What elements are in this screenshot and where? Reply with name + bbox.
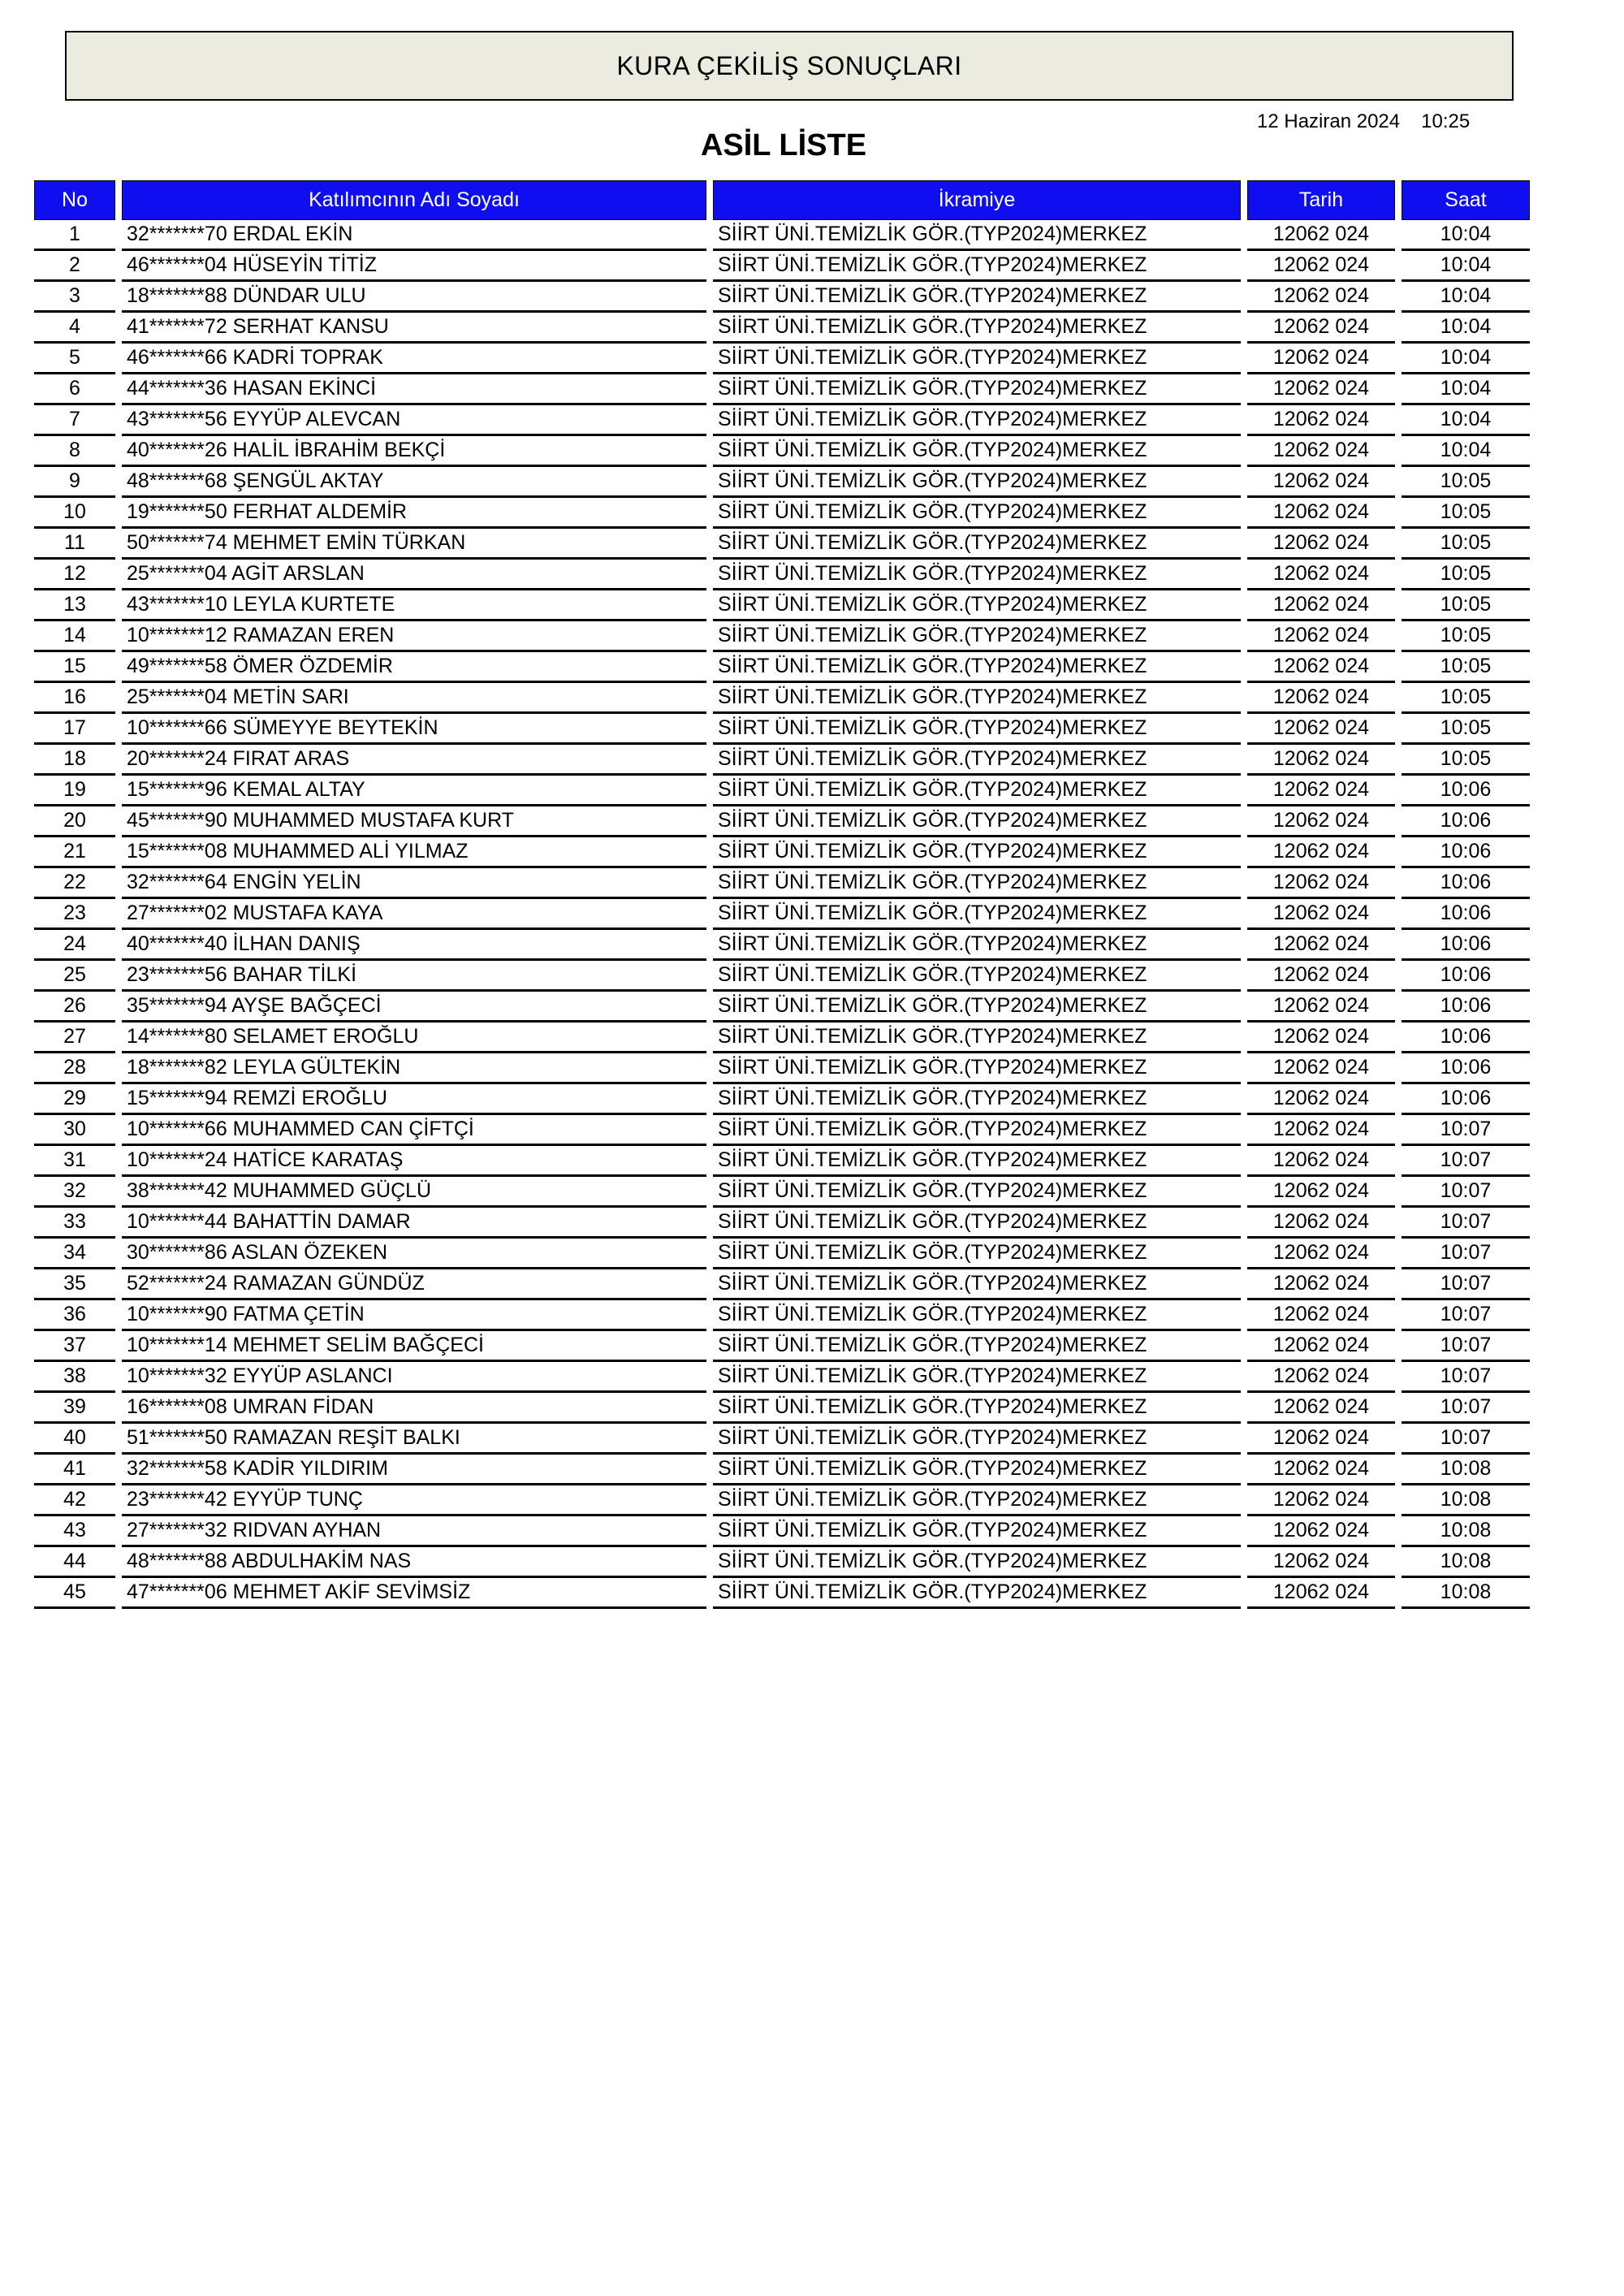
cell-no: 18: [34, 745, 115, 776]
column-header-time: Saat: [1402, 180, 1530, 220]
cell-date: 12062 024: [1247, 1208, 1395, 1239]
table-row: [34, 899, 1530, 930]
cell-no: 24: [34, 930, 115, 961]
cell-participant-name: 45*******90 MUHAMMED MUSTAFA KURT: [122, 806, 706, 837]
cell-time: 10:07: [1402, 1424, 1530, 1455]
cell-time: 10:07: [1402, 1269, 1530, 1300]
cell-prize: SİİRT ÜNİ.TEMİZLİK GÖR.(TYP2024)MERKEZ: [713, 1393, 1241, 1424]
cell-no: 35: [34, 1269, 115, 1300]
table-row: [34, 1393, 1530, 1424]
cell-no: 45: [34, 1578, 115, 1609]
cell-participant-name: 40*******40 İLHAN DANIŞ: [122, 930, 706, 961]
cell-time: 10:07: [1402, 1362, 1530, 1393]
cell-prize: SİİRT ÜNİ.TEMİZLİK GÖR.(TYP2024)MERKEZ: [713, 961, 1241, 992]
cell-no: 7: [34, 405, 115, 436]
cell-date: 12062 024: [1247, 1115, 1395, 1146]
cell-no: 37: [34, 1331, 115, 1362]
cell-time: 10:04: [1402, 220, 1530, 251]
cell-participant-name: 38*******42 MUHAMMED GÜÇLÜ: [122, 1177, 706, 1208]
table-row: [34, 930, 1530, 961]
cell-time: 10:04: [1402, 251, 1530, 282]
cell-date: 12062 024: [1247, 590, 1395, 621]
cell-prize: SİİRT ÜNİ.TEMİZLİK GÖR.(TYP2024)MERKEZ: [713, 776, 1241, 806]
cell-date: 12062 024: [1247, 1424, 1395, 1455]
table-row: [34, 1177, 1530, 1208]
cell-no: 43: [34, 1516, 115, 1547]
cell-prize: SİİRT ÜNİ.TEMİZLİK GÖR.(TYP2024)MERKEZ: [713, 806, 1241, 837]
cell-participant-name: 15*******08 MUHAMMED ALİ YILMAZ: [122, 837, 706, 868]
cell-date: 12062 024: [1247, 1393, 1395, 1424]
cell-time: 10:07: [1402, 1239, 1530, 1269]
column-header-date: Tarih: [1247, 180, 1395, 220]
table-row: [34, 714, 1530, 745]
cell-no: 20: [34, 806, 115, 837]
cell-participant-name: 32*******70 ERDAL EKİN: [122, 220, 706, 251]
cell-prize: SİİRT ÜNİ.TEMİZLİK GÖR.(TYP2024)MERKEZ: [713, 1300, 1241, 1331]
cell-prize: SİİRT ÜNİ.TEMİZLİK GÖR.(TYP2024)MERKEZ: [713, 683, 1241, 714]
cell-time: 10:07: [1402, 1177, 1530, 1208]
cell-date: 12062 024: [1247, 621, 1395, 652]
cell-time: 10:07: [1402, 1331, 1530, 1362]
table-row: [34, 1516, 1530, 1547]
table-row: [34, 1269, 1530, 1300]
cell-participant-name: 14*******80 SELAMET EROĞLU: [122, 1023, 706, 1053]
cell-date: 12062 024: [1247, 1516, 1395, 1547]
cell-participant-name: 30*******86 ASLAN ÖZEKEN: [122, 1239, 706, 1269]
cell-date: 12062 024: [1247, 961, 1395, 992]
column-header-prize: İkramiye: [713, 180, 1241, 220]
cell-prize: SİİRT ÜNİ.TEMİZLİK GÖR.(TYP2024)MERKEZ: [713, 1455, 1241, 1485]
cell-prize: SİİRT ÜNİ.TEMİZLİK GÖR.(TYP2024)MERKEZ: [713, 1084, 1241, 1115]
cell-participant-name: 49*******58 ÖMER ÖZDEMİR: [122, 652, 706, 683]
cell-participant-name: 50*******74 MEHMET EMİN TÜRKAN: [122, 529, 706, 560]
table-header-row: [34, 180, 1530, 220]
list-subtitle: ASİL LİSTE: [700, 128, 867, 162]
cell-date: 12062 024: [1247, 1300, 1395, 1331]
cell-prize: SİİRT ÜNİ.TEMİZLİK GÖR.(TYP2024)MERKEZ: [713, 374, 1241, 405]
cell-no: 19: [34, 776, 115, 806]
cell-participant-name: 52*******24 RAMAZAN GÜNDÜZ: [122, 1269, 706, 1300]
cell-date: 12062 024: [1247, 868, 1395, 899]
cell-date: 12062 024: [1247, 344, 1395, 374]
table-row: [34, 1023, 1530, 1053]
table-row: [34, 220, 1530, 251]
cell-prize: SİİRT ÜNİ.TEMİZLİK GÖR.(TYP2024)MERKEZ: [713, 1269, 1241, 1300]
cell-no: 40: [34, 1424, 115, 1455]
cell-prize: SİİRT ÜNİ.TEMİZLİK GÖR.(TYP2024)MERKEZ: [713, 1485, 1241, 1516]
table-row: [34, 868, 1530, 899]
cell-participant-name: 41*******72 SERHAT KANSU: [122, 313, 706, 344]
table-row: [34, 590, 1530, 621]
cell-date: 12062 024: [1247, 745, 1395, 776]
cell-participant-name: 43*******56 EYYÜP ALEVCAN: [122, 405, 706, 436]
cell-no: 36: [34, 1300, 115, 1331]
cell-participant-name: 10*******24 HATİCE KARATAŞ: [122, 1146, 706, 1177]
table-row: [34, 251, 1530, 282]
cell-prize: SİİRT ÜNİ.TEMİZLİK GÖR.(TYP2024)MERKEZ: [713, 1362, 1241, 1393]
cell-no: 33: [34, 1208, 115, 1239]
cell-date: 12062 024: [1247, 652, 1395, 683]
cell-no: 39: [34, 1393, 115, 1424]
table-row: [34, 961, 1530, 992]
table-row: [34, 1115, 1530, 1146]
cell-time: 10:07: [1402, 1146, 1530, 1177]
cell-no: 22: [34, 868, 115, 899]
cell-participant-name: 15*******96 KEMAL ALTAY: [122, 776, 706, 806]
cell-no: 29: [34, 1084, 115, 1115]
cell-participant-name: 10*******66 MUHAMMED CAN ÇİFTÇİ: [122, 1115, 706, 1146]
cell-no: 15: [34, 652, 115, 683]
cell-no: 31: [34, 1146, 115, 1177]
cell-date: 12062 024: [1247, 498, 1395, 529]
cell-prize: SİİRT ÜNİ.TEMİZLİK GÖR.(TYP2024)MERKEZ: [713, 1115, 1241, 1146]
cell-date: 12062 024: [1247, 529, 1395, 560]
cell-participant-name: 35*******94 AYŞE BAĞÇECİ: [122, 992, 706, 1023]
cell-time: 10:04: [1402, 436, 1530, 467]
cell-no: 44: [34, 1547, 115, 1578]
cell-no: 3: [34, 282, 115, 313]
cell-participant-name: 32*******64 ENGİN YELİN: [122, 868, 706, 899]
cell-participant-name: 18*******88 DÜNDAR ULU: [122, 282, 706, 313]
cell-time: 10:05: [1402, 467, 1530, 498]
cell-no: 10: [34, 498, 115, 529]
cell-prize: SİİRT ÜNİ.TEMİZLİK GÖR.(TYP2024)MERKEZ: [713, 1578, 1241, 1609]
cell-date: 12062 024: [1247, 899, 1395, 930]
table-row: [34, 683, 1530, 714]
table-row: [34, 1485, 1530, 1516]
print-time: 10:25: [1421, 110, 1471, 132]
cell-prize: SİİRT ÜNİ.TEMİZLİK GÖR.(TYP2024)MERKEZ: [713, 1177, 1241, 1208]
cell-date: 12062 024: [1247, 1269, 1395, 1300]
table-row: [34, 436, 1530, 467]
cell-prize: SİİRT ÜNİ.TEMİZLİK GÖR.(TYP2024)MERKEZ: [713, 498, 1241, 529]
cell-time: 10:06: [1402, 1023, 1530, 1053]
cell-time: 10:05: [1402, 683, 1530, 714]
cell-participant-name: 23*******56 BAHAR TİLKİ: [122, 961, 706, 992]
cell-prize: SİİRT ÜNİ.TEMİZLİK GÖR.(TYP2024)MERKEZ: [713, 652, 1241, 683]
table-row: [34, 621, 1530, 652]
cell-time: 10:07: [1402, 1115, 1530, 1146]
cell-time: 10:05: [1402, 714, 1530, 745]
table-row: [34, 374, 1530, 405]
cell-time: 10:05: [1402, 560, 1530, 590]
cell-participant-name: 10*******44 BAHATTİN DAMAR: [122, 1208, 706, 1239]
cell-date: 12062 024: [1247, 1084, 1395, 1115]
cell-participant-name: 27*******32 RIDVAN AYHAN: [122, 1516, 706, 1547]
table-row: [34, 313, 1530, 344]
cell-date: 12062 024: [1247, 1239, 1395, 1269]
table-row: [34, 1084, 1530, 1115]
cell-participant-name: 51*******50 RAMAZAN REŞİT BALKI: [122, 1424, 706, 1455]
cell-participant-name: 25*******04 METİN SARI: [122, 683, 706, 714]
cell-prize: SİİRT ÜNİ.TEMİZLİK GÖR.(TYP2024)MERKEZ: [713, 837, 1241, 868]
cell-no: 17: [34, 714, 115, 745]
cell-date: 12062 024: [1247, 806, 1395, 837]
cell-no: 32: [34, 1177, 115, 1208]
cell-time: 10:04: [1402, 405, 1530, 436]
cell-participant-name: 16*******08 UMRAN FİDAN: [122, 1393, 706, 1424]
cell-no: 14: [34, 621, 115, 652]
cell-no: 21: [34, 837, 115, 868]
table-row: [34, 837, 1530, 868]
cell-no: 38: [34, 1362, 115, 1393]
cell-time: 10:05: [1402, 498, 1530, 529]
table-row: [34, 776, 1530, 806]
cell-participant-name: 10*******66 SÜMEYYE BEYTEKİN: [122, 714, 706, 745]
cell-time: 10:07: [1402, 1208, 1530, 1239]
results-table: [28, 180, 1536, 1609]
cell-time: 10:05: [1402, 745, 1530, 776]
cell-date: 12062 024: [1247, 1362, 1395, 1393]
cell-participant-name: 18*******82 LEYLA GÜLTEKİN: [122, 1053, 706, 1084]
cell-participant-name: 47*******06 MEHMET AKİF SEVİMSİZ: [122, 1578, 706, 1609]
cell-time: 10:08: [1402, 1547, 1530, 1578]
cell-date: 12062 024: [1247, 1146, 1395, 1177]
cell-time: 10:08: [1402, 1578, 1530, 1609]
cell-participant-name: 27*******02 MUSTAFA KAYA: [122, 899, 706, 930]
document-title: KURA ÇEKİLİŞ SONUÇLARI: [65, 31, 1514, 101]
cell-time: 10:06: [1402, 1053, 1530, 1084]
cell-date: 12062 024: [1247, 1578, 1395, 1609]
table-row: [34, 1455, 1530, 1485]
cell-no: 13: [34, 590, 115, 621]
cell-prize: SİİRT ÜNİ.TEMİZLİK GÖR.(TYP2024)MERKEZ: [713, 1208, 1241, 1239]
cell-no: 6: [34, 374, 115, 405]
cell-date: 12062 024: [1247, 683, 1395, 714]
table-row: [34, 1331, 1530, 1362]
cell-participant-name: 19*******50 FERHAT ALDEMİR: [122, 498, 706, 529]
cell-date: 12062 024: [1247, 1023, 1395, 1053]
cell-date: 12062 024: [1247, 1547, 1395, 1578]
cell-no: 8: [34, 436, 115, 467]
cell-date: 12062 024: [1247, 837, 1395, 868]
cell-no: 30: [34, 1115, 115, 1146]
cell-participant-name: 46*******66 KADRİ TOPRAK: [122, 344, 706, 374]
table-row: [34, 1146, 1530, 1177]
table-row: [34, 405, 1530, 436]
cell-participant-name: 43*******10 LEYLA KURTETE: [122, 590, 706, 621]
cell-date: 12062 024: [1247, 374, 1395, 405]
cell-prize: SİİRT ÜNİ.TEMİZLİK GÖR.(TYP2024)MERKEZ: [713, 1023, 1241, 1053]
cell-no: 27: [34, 1023, 115, 1053]
cell-no: 26: [34, 992, 115, 1023]
cell-date: 12062 024: [1247, 313, 1395, 344]
cell-time: 10:08: [1402, 1455, 1530, 1485]
cell-no: 12: [34, 560, 115, 590]
cell-date: 12062 024: [1247, 1177, 1395, 1208]
table-row: [34, 745, 1530, 776]
cell-date: 12062 024: [1247, 436, 1395, 467]
cell-prize: SİİRT ÜNİ.TEMİZLİK GÖR.(TYP2024)MERKEZ: [713, 1424, 1241, 1455]
table-row: [34, 344, 1530, 374]
cell-participant-name: 48*******68 ŞENGÜL AKTAY: [122, 467, 706, 498]
table-row: [34, 1239, 1530, 1269]
table-row: [34, 1053, 1530, 1084]
cell-participant-name: 10*******90 FATMA ÇETİN: [122, 1300, 706, 1331]
cell-prize: SİİRT ÜNİ.TEMİZLİK GÖR.(TYP2024)MERKEZ: [713, 405, 1241, 436]
cell-time: 10:07: [1402, 1300, 1530, 1331]
cell-participant-name: 48*******88 ABDULHAKİM NAS: [122, 1547, 706, 1578]
cell-date: 12062 024: [1247, 282, 1395, 313]
table-row: [34, 498, 1530, 529]
cell-date: 12062 024: [1247, 560, 1395, 590]
cell-no: 28: [34, 1053, 115, 1084]
cell-no: 16: [34, 683, 115, 714]
cell-participant-name: 40*******26 HALİL İBRAHİM BEKÇİ: [122, 436, 706, 467]
cell-participant-name: 32*******58 KADİR YILDIRIM: [122, 1455, 706, 1485]
table-row: [34, 282, 1530, 313]
cell-time: 10:04: [1402, 282, 1530, 313]
cell-prize: SİİRT ÜNİ.TEMİZLİK GÖR.(TYP2024)MERKEZ: [713, 1331, 1241, 1362]
cell-prize: SİİRT ÜNİ.TEMİZLİK GÖR.(TYP2024)MERKEZ: [713, 590, 1241, 621]
cell-no: 25: [34, 961, 115, 992]
cell-date: 12062 024: [1247, 251, 1395, 282]
table-row: [34, 1547, 1530, 1578]
cell-time: 10:06: [1402, 992, 1530, 1023]
cell-date: 12062 024: [1247, 1455, 1395, 1485]
cell-time: 10:07: [1402, 1393, 1530, 1424]
cell-prize: SİİRT ÜNİ.TEMİZLİK GÖR.(TYP2024)MERKEZ: [713, 899, 1241, 930]
cell-no: 4: [34, 313, 115, 344]
cell-prize: SİİRT ÜNİ.TEMİZLİK GÖR.(TYP2024)MERKEZ: [713, 344, 1241, 374]
cell-participant-name: 15*******94 REMZİ EROĞLU: [122, 1084, 706, 1115]
cell-prize: SİİRT ÜNİ.TEMİZLİK GÖR.(TYP2024)MERKEZ: [713, 1146, 1241, 1177]
table-row: [34, 652, 1530, 683]
cell-prize: SİİRT ÜNİ.TEMİZLİK GÖR.(TYP2024)MERKEZ: [713, 745, 1241, 776]
cell-prize: SİİRT ÜNİ.TEMİZLİK GÖR.(TYP2024)MERKEZ: [713, 621, 1241, 652]
table-row: [34, 467, 1530, 498]
cell-date: 12062 024: [1247, 930, 1395, 961]
cell-prize: SİİRT ÜNİ.TEMİZLİK GÖR.(TYP2024)MERKEZ: [713, 1053, 1241, 1084]
cell-time: 10:04: [1402, 374, 1530, 405]
table-row: [34, 1578, 1530, 1609]
cell-participant-name: 20*******24 FIRAT ARAS: [122, 745, 706, 776]
cell-participant-name: 46*******04 HÜSEYİN TİTİZ: [122, 251, 706, 282]
table-row: [34, 1300, 1530, 1331]
cell-date: 12062 024: [1247, 467, 1395, 498]
cell-date: 12062 024: [1247, 220, 1395, 251]
table-row: [34, 1424, 1530, 1455]
column-header-name: Katılımcının Adı Soyadı: [122, 180, 706, 220]
cell-participant-name: 44*******36 HASAN EKİNCİ: [122, 374, 706, 405]
cell-prize: SİİRT ÜNİ.TEMİZLİK GÖR.(TYP2024)MERKEZ: [713, 868, 1241, 899]
cell-no: 41: [34, 1455, 115, 1485]
cell-time: 10:04: [1402, 313, 1530, 344]
cell-time: 10:05: [1402, 590, 1530, 621]
cell-time: 10:06: [1402, 930, 1530, 961]
cell-prize: SİİRT ÜNİ.TEMİZLİK GÖR.(TYP2024)MERKEZ: [713, 930, 1241, 961]
cell-participant-name: 10*******12 RAMAZAN EREN: [122, 621, 706, 652]
cell-prize: SİİRT ÜNİ.TEMİZLİK GÖR.(TYP2024)MERKEZ: [713, 560, 1241, 590]
cell-prize: SİİRT ÜNİ.TEMİZLİK GÖR.(TYP2024)MERKEZ: [713, 714, 1241, 745]
cell-participant-name: 10*******14 MEHMET SELİM BAĞÇECİ: [122, 1331, 706, 1362]
cell-prize: SİİRT ÜNİ.TEMİZLİK GÖR.(TYP2024)MERKEZ: [713, 1239, 1241, 1269]
cell-prize: SİİRT ÜNİ.TEMİZLİK GÖR.(TYP2024)MERKEZ: [713, 1516, 1241, 1547]
cell-prize: SİİRT ÜNİ.TEMİZLİK GÖR.(TYP2024)MERKEZ: [713, 467, 1241, 498]
table-row: [34, 529, 1530, 560]
cell-no: 42: [34, 1485, 115, 1516]
cell-no: 11: [34, 529, 115, 560]
cell-time: 10:08: [1402, 1485, 1530, 1516]
table-row: [34, 1208, 1530, 1239]
cell-date: 12062 024: [1247, 776, 1395, 806]
cell-prize: SİİRT ÜNİ.TEMİZLİK GÖR.(TYP2024)MERKEZ: [713, 282, 1241, 313]
cell-participant-name: 10*******32 EYYÜP ASLANCI: [122, 1362, 706, 1393]
cell-no: 2: [34, 251, 115, 282]
table-row: [34, 560, 1530, 590]
cell-time: 10:06: [1402, 868, 1530, 899]
table-body: [34, 220, 1530, 1609]
table-row: [34, 1362, 1530, 1393]
cell-no: 1: [34, 220, 115, 251]
cell-time: 10:04: [1402, 344, 1530, 374]
cell-date: 12062 024: [1247, 992, 1395, 1023]
cell-time: 10:06: [1402, 776, 1530, 806]
cell-date: 12062 024: [1247, 405, 1395, 436]
cell-prize: SİİRT ÜNİ.TEMİZLİK GÖR.(TYP2024)MERKEZ: [713, 313, 1241, 344]
cell-no: 9: [34, 467, 115, 498]
cell-time: 10:06: [1402, 1084, 1530, 1115]
table-row: [34, 806, 1530, 837]
cell-date: 12062 024: [1247, 1485, 1395, 1516]
cell-date: 12062 024: [1247, 1331, 1395, 1362]
cell-time: 10:05: [1402, 621, 1530, 652]
cell-time: 10:08: [1402, 1516, 1530, 1547]
cell-date: 12062 024: [1247, 1053, 1395, 1084]
print-date: 12 Haziran 2024: [1257, 110, 1401, 132]
cell-prize: SİİRT ÜNİ.TEMİZLİK GÖR.(TYP2024)MERKEZ: [713, 436, 1241, 467]
cell-time: 10:06: [1402, 837, 1530, 868]
cell-participant-name: 25*******04 AGİT ARSLAN: [122, 560, 706, 590]
cell-no: 23: [34, 899, 115, 930]
cell-participant-name: 23*******42 EYYÜP TUNÇ: [122, 1485, 706, 1516]
column-header-no: No: [34, 180, 115, 220]
cell-prize: SİİRT ÜNİ.TEMİZLİK GÖR.(TYP2024)MERKEZ: [713, 529, 1241, 560]
table-row: [34, 992, 1530, 1023]
cell-time: 10:06: [1402, 899, 1530, 930]
cell-no: 34: [34, 1239, 115, 1269]
cell-no: 5: [34, 344, 115, 374]
cell-time: 10:06: [1402, 961, 1530, 992]
cell-date: 12062 024: [1247, 714, 1395, 745]
cell-time: 10:05: [1402, 652, 1530, 683]
cell-prize: SİİRT ÜNİ.TEMİZLİK GÖR.(TYP2024)MERKEZ: [713, 1547, 1241, 1578]
cell-time: 10:05: [1402, 529, 1530, 560]
cell-prize: SİİRT ÜNİ.TEMİZLİK GÖR.(TYP2024)MERKEZ: [713, 220, 1241, 251]
cell-prize: SİİRT ÜNİ.TEMİZLİK GÖR.(TYP2024)MERKEZ: [713, 992, 1241, 1023]
cell-prize: SİİRT ÜNİ.TEMİZLİK GÖR.(TYP2024)MERKEZ: [713, 251, 1241, 282]
cell-time: 10:06: [1402, 806, 1530, 837]
